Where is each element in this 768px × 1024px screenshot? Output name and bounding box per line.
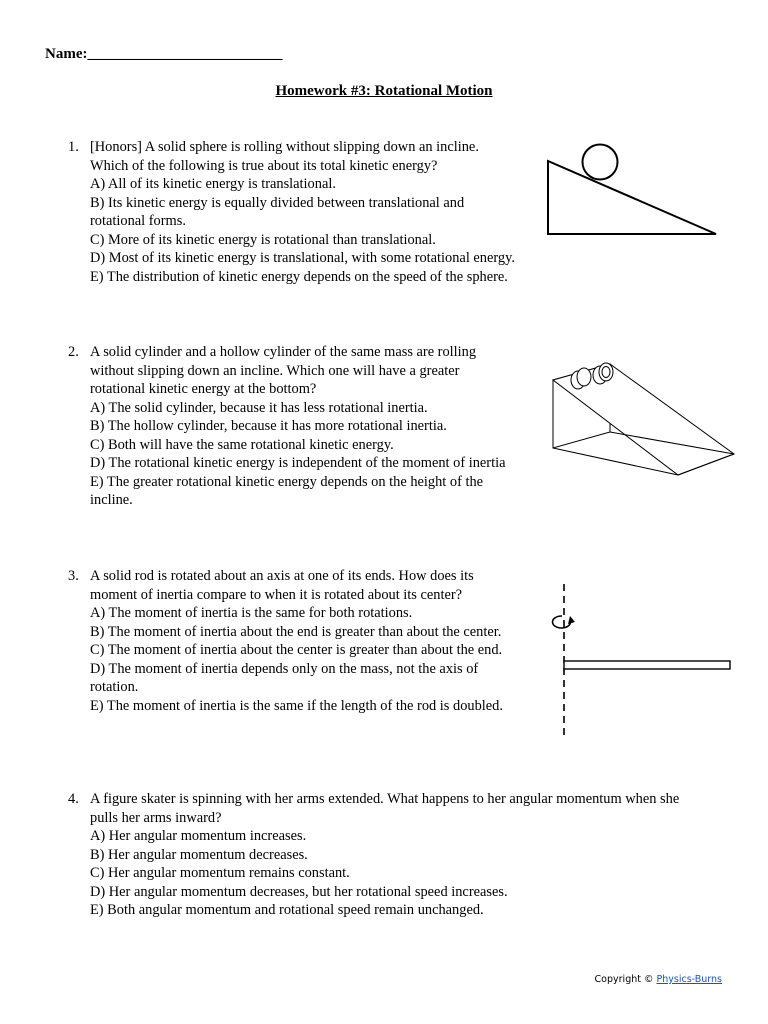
answer-option-e: E) The greater rotational kinetic energy depends on the height of the: [90, 473, 484, 490]
question-line: A solid rod is rotated about an axis at one of its ends. How does its: [90, 568, 474, 584]
question-line: Which of the following is true about its total kinetic energy?: [90, 157, 438, 174]
question-text: [90, 790, 679, 920]
answer-option-a: A) The solid cylinder, because it has less rotational inertia.: [90, 399, 428, 416]
answer-option-a: A) All of its kinetic energy is translational.: [90, 176, 336, 192]
answer-option-d: D) Most of its kinetic energy is translational, with some rotational energy.: [90, 250, 515, 266]
name-field-label: Name:__________________________: [45, 46, 283, 62]
question-line: without slipping down an incline. Which one will have a greater: [90, 362, 460, 379]
question-line: A figure skater is spinning with her arms extended. What happens to her angular momentum when she: [90, 791, 680, 807]
question-number: 3.: [68, 568, 79, 584]
answer-option-c: C) Both will have the same rotational kinetic energy.: [90, 436, 394, 453]
copyright-text: Copyright ©: [594, 974, 657, 985]
question-text: [90, 138, 515, 286]
answer-option-a: A) Her angular momentum increases.: [90, 828, 307, 844]
cylinders-on-ramp-icon: [548, 358, 738, 482]
answer-option-c: C) The moment of inertia about the center is greater than about the end.: [90, 642, 503, 658]
answer-option-e: E) The moment of inertia is the same if the length of the rod is doubled.: [90, 697, 503, 714]
answer-option-b: B) The hollow cylinder, because it has more rotational inertia.: [90, 418, 447, 434]
answer-option-d-cont: rotation.: [90, 679, 139, 695]
answer-option-d: D) The moment of inertia depends only on the mass, not the axis of: [90, 660, 479, 677]
question-line: pulls her arms inward?: [90, 809, 222, 826]
question-number: 2.: [68, 344, 79, 360]
answer-option-a: A) The moment of inertia is the same for both rotations.: [90, 605, 413, 621]
answer-option-c: C) Her angular momentum remains constant.: [90, 865, 350, 881]
answer-option-e-cont: incline.: [90, 492, 133, 508]
question-line: rotational kinetic energy at the bottom?: [90, 381, 317, 397]
physics-burns-link[interactable]: Physics-Burns: [656, 974, 722, 985]
page-title: Homework #3: Rotational Motion: [275, 83, 493, 99]
copyright-notice: [595, 974, 722, 985]
question-text: [90, 567, 503, 715]
answer-option-e: E) The distribution of kinetic energy depends on the speed of the sphere.: [90, 268, 508, 285]
rod-rotation-axis-icon: [548, 582, 734, 742]
question-line: [Honors] A solid sphere is rolling without slipping down an incline.: [90, 139, 479, 155]
answer-option-b: B) Her angular momentum decreases.: [90, 846, 308, 863]
question-line: A solid cylinder and a hollow cylinder of the same mass are rolling: [90, 344, 477, 360]
answer-option-b: B) The moment of inertia about the end is greater than about the center.: [90, 623, 502, 640]
question-number: 1.: [68, 139, 79, 155]
answer-option-d: D) Her angular momentum decreases, but her rotational speed increases.: [90, 883, 508, 900]
answer-option-b: B) Its kinetic energy is equally divided between translational and: [90, 194, 465, 211]
answer-option-b-cont: rotational forms.: [90, 213, 186, 229]
answer-option-d: D) The rotational kinetic energy is independent of the moment of inertia: [90, 455, 506, 471]
question-text: [90, 343, 505, 510]
answer-option-e: E) Both angular momentum and rotational speed remain unchanged.: [90, 902, 484, 918]
question-line: moment of inertia compare to when it is rotated about its center?: [90, 586, 463, 603]
answer-option-c: C) More of its kinetic energy is rotational than translational.: [90, 231, 436, 248]
sphere-on-incline-icon: [540, 138, 725, 240]
question-number: 4.: [68, 791, 79, 807]
